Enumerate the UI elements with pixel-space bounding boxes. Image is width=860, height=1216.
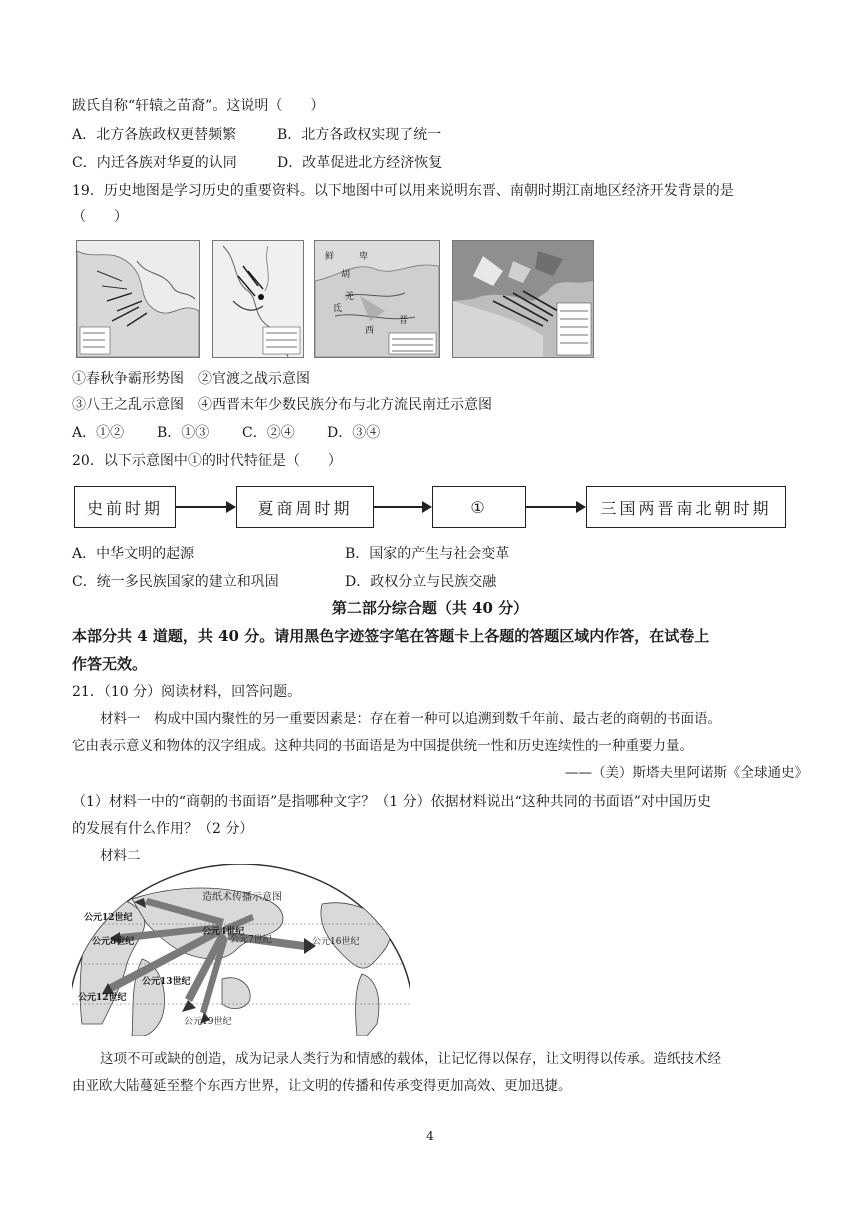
q21-material2-label: 材料二 <box>100 848 141 864</box>
q21-material1-line2: 它由表示意义和物体的汉字组成。这种共同的书面语是为中国提供统一性和历史连续性的一种重要力量。 <box>72 738 693 754</box>
q21-material2-line1: 这项不可或缺的创造，成为记录人类行为和情感的载体，让记忆得以保存，让文明得以传承。造纸技术经 <box>100 1051 721 1067</box>
map-eight-princes <box>314 240 440 358</box>
q18-option-d: D．改革促进北方经济恢复 <box>277 155 443 171</box>
map-title: 造纸术传播示意图 <box>202 892 282 903</box>
page-number: 4 <box>426 1129 434 1143</box>
flow-arrow-2 <box>374 506 430 508</box>
q20-option-d: D．政权分立与民族交融 <box>345 574 497 590</box>
flow-box-xia-shang-zhou: 夏商周时期 <box>236 486 374 528</box>
q19-option-c: C．②④ <box>242 425 295 441</box>
flow-box-blank-1: ① <box>432 486 526 528</box>
map-papermaking-spread <box>72 864 410 1036</box>
q20-option-c: C．统一多民族国家的建立和巩固 <box>72 574 279 590</box>
flow-arrow-3 <box>526 506 584 508</box>
map-chunqiu-hegemony <box>76 240 200 358</box>
map3-label-xi: 西 <box>365 326 375 336</box>
part2-instructions-line1: 本部分共 4 道题，共 40 分。请用黑色字迹签字笔在答题卡上各题的答题区域内作答，在试卷上 <box>72 627 710 645</box>
q18-stem-continuation: 跋氏自称“轩辕之苗裔”。这说明（ ） <box>72 98 325 114</box>
map-label-8c: 公元8世纪 <box>92 937 135 947</box>
map-label-africa-12c: 公元12世纪 <box>78 993 127 1003</box>
map-label-7c: 公元7世纪 <box>230 935 272 945</box>
map-guandu-battle <box>212 240 304 358</box>
map-label-west-12c: 公元12世纪 <box>84 913 133 923</box>
map3-label-bei: 卑 <box>359 252 369 262</box>
map-label-16c: 公元16世纪 <box>312 937 360 947</box>
q19-option-b: B．①③ <box>157 425 210 441</box>
q21-material2-line2: 由亚欧大陆蔓延至整个东西方世界，让文明的传播和传承变得更加高效、更加迅捷。 <box>72 1078 572 1094</box>
q21-subquestion1-line1: （1）材料一中的“商朝的书面语”是指哪种文字？（1 分）依据材料说出“这种共同的书面语”对中国历史 <box>72 794 711 810</box>
q20-stem: 20．以下示意图中①的时代特征是（ ） <box>72 453 342 469</box>
map3-label-qiang: 羌 <box>345 292 355 302</box>
q19-option-a: A．①② <box>72 425 125 441</box>
q19-map-caption-2: ③八王之乱示意图 ④西晋末年少数民族分布与北方流民南迁示意图 <box>72 397 492 413</box>
flow-box-prehistoric: 史前时期 <box>74 486 176 528</box>
flow-arrow-1 <box>176 506 234 508</box>
map-western-jin-migration <box>452 240 594 358</box>
q18-option-c: C．内迁各族对华夏的认同 <box>72 155 237 171</box>
q21-material1-source: ——（美）斯塔夫里阿诺斯《全球通史》 <box>565 765 808 781</box>
q18-option-a: A．北方各族政权更替频繁 <box>72 127 237 143</box>
q21-material1-line1: 材料一 构成中国内聚性的另一重要因素是：存在着一种可以追溯到数千年前、最古老的商朝的书面语。 <box>100 711 721 727</box>
q19-stem: 19．历史地图是学习历史的重要资料。以下地图中可以用来说明东晋、南朝时期江南地区经济开发背景的是 <box>72 183 734 199</box>
map-label-4c: 公元4世纪 <box>202 927 245 937</box>
part2-instructions-line2: 作答无效。 <box>72 655 148 673</box>
q20-option-b: B．国家的产生与社会变革 <box>345 546 510 562</box>
q19-map-caption-1: ①春秋争霸形势图 ②官渡之战示意图 <box>72 371 310 387</box>
map-label-19c: 公元19世纪 <box>184 1017 232 1027</box>
map3-label-jin: 晋 <box>399 316 409 326</box>
q20-option-a: A．中华文明的起源 <box>72 546 195 562</box>
part2-title: 第二部分综合题（共 40 分） <box>331 599 529 617</box>
q19-answer-paren: （ ） <box>72 209 128 225</box>
map3-label-di: 氐 <box>333 304 343 314</box>
q21-stem: 21．（10 分）阅读材料，回答问题。 <box>72 684 302 700</box>
q18-option-b: B．北方各政权实现了统一 <box>277 127 442 143</box>
q19-option-d: D．③④ <box>327 425 381 441</box>
map3-label-xian: 鲜 <box>325 252 335 262</box>
flow-box-three-kingdoms: 三国两晋南北朝时期 <box>586 486 786 528</box>
q21-subquestion1-line2: 的发展有什么作用？（2 分） <box>72 821 254 837</box>
map-label-13c: 公元13世纪 <box>142 977 191 987</box>
map3-label-hu: 胡 <box>341 270 351 280</box>
